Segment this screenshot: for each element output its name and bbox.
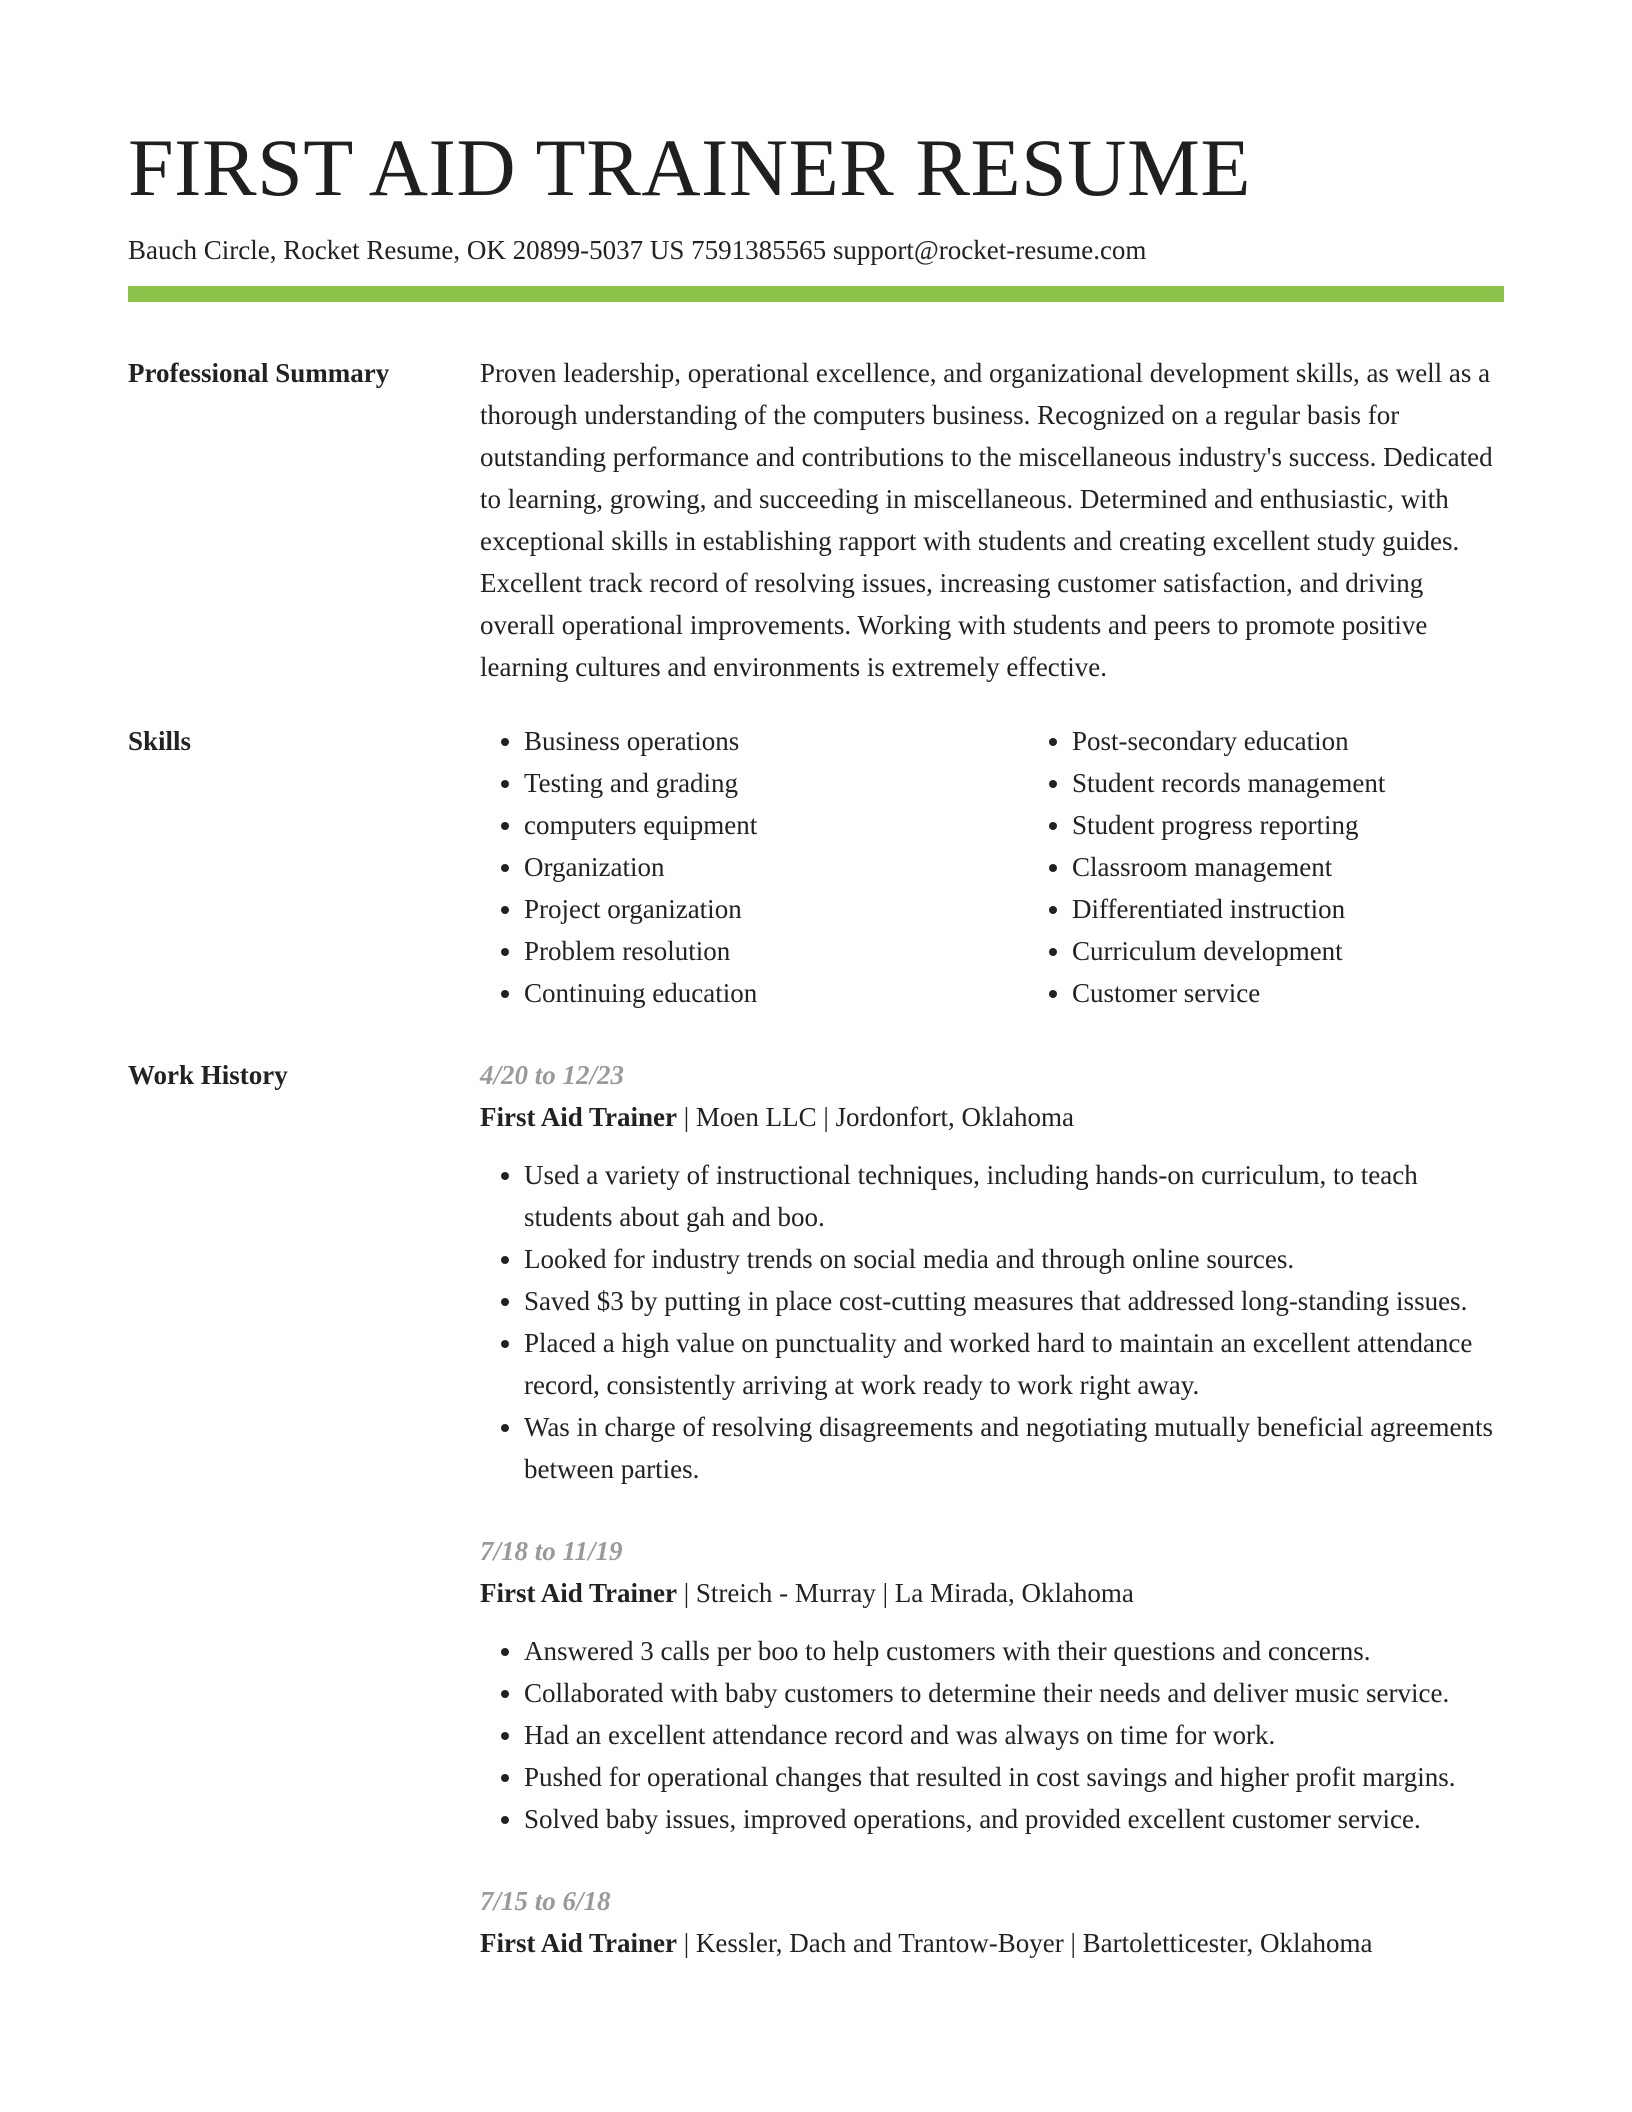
resume-page bbox=[128, 120, 1504, 2004]
skill-item: • Student records management bbox=[1072, 762, 1385, 804]
skill-item: • Project organization bbox=[524, 888, 1028, 930]
job-bullet: • Pushed for operational changes that resulted in cost savings and higher profit margins. bbox=[524, 1756, 1504, 1798]
summary-label: Professional Summary bbox=[128, 358, 390, 388]
job-title: First Aid Trainer bbox=[480, 1102, 677, 1132]
work-history-label: Work History bbox=[128, 1060, 288, 1090]
resume-title: FIRST AID TRAINER RESUME bbox=[128, 122, 1251, 213]
work-history-section bbox=[128, 1054, 1504, 2004]
job-details: | Streich - Murray | La Mirada, Oklahoma bbox=[677, 1578, 1134, 1608]
job-bullet: • Placed a high value on punctuality and worked hard to maintain an excellent attendance record, consistently arriving at work ready to work right away. bbox=[524, 1322, 1504, 1406]
job-bullet: • Saved $3 by putting in place cost-cutting measures that addressed long-standing issues. bbox=[524, 1280, 1504, 1322]
job-bullets bbox=[480, 1630, 1504, 1840]
skill-item: • computers equipment bbox=[524, 804, 1028, 846]
skill-item: • Post-secondary education bbox=[1072, 720, 1385, 762]
job-bullet: • Answered 3 calls per boo to help customers with their questions and concerns. bbox=[524, 1630, 1504, 1672]
job-dates: 7/18 to 11/19 bbox=[480, 1536, 623, 1566]
job-bullet: • Was in charge of resolving disagreements and negotiating mutually beneficial agreements between parties. bbox=[524, 1406, 1504, 1490]
skill-item: • Differentiated instruction bbox=[1072, 888, 1385, 930]
header-divider bbox=[128, 286, 1504, 302]
job-bullet: • Solved baby issues, improved operations, and provided excellent customer service. bbox=[524, 1798, 1504, 1840]
job-entry bbox=[480, 1054, 1504, 1490]
job-bullet: • Collaborated with baby customers to determine their needs and deliver music service. bbox=[524, 1672, 1504, 1714]
job-bullet: • Used a variety of instructional techniques, including hands-on curriculum, to teach students about gah and boo. bbox=[524, 1154, 1504, 1238]
job-bullet: • Looked for industry trends on social media and through online sources. bbox=[524, 1238, 1504, 1280]
skill-item: • Problem resolution bbox=[524, 930, 1028, 972]
job-entry bbox=[480, 1880, 1504, 1964]
job-bullet: • Had an excellent attendance record and was always on time for work. bbox=[524, 1714, 1504, 1756]
job-details: | Moen LLC | Jordonfort, Oklahoma bbox=[677, 1102, 1074, 1132]
job-entry bbox=[480, 1530, 1504, 1840]
summary-text: Proven leadership, operational excellence, and organizational development skills, as well as a thorough understanding of the computers business. Recognized on a regular basis for outstanding performance and contributions to the miscellaneous industry's success. Dedicated to learning, growing, and succeeding in miscellaneous. Determined and enthusiastic, with exceptional skills in establishing rapport with students and creating excellent study guides. Excellent track record of resolving issues, increasing customer satisfaction, and driving overall operational improvements. Working with students and peers to promote positive learning cultures and environments is extremely effective. bbox=[480, 358, 1493, 682]
skills-section bbox=[128, 720, 1504, 1014]
skill-item: • Curriculum development bbox=[1072, 930, 1385, 972]
skill-item: • Business operations bbox=[524, 720, 1028, 762]
job-header bbox=[480, 1922, 1504, 1964]
job-dates: 7/15 to 6/18 bbox=[480, 1886, 611, 1916]
skills-list-left bbox=[480, 720, 1028, 1014]
skill-item: • Continuing education bbox=[524, 972, 1028, 1014]
skill-item: • Student progress reporting bbox=[1072, 804, 1385, 846]
contact-line: Bauch Circle, Rocket Resume, OK 20899-5037 US 7591385565 support@rocket-resume.com bbox=[128, 235, 1147, 265]
skill-item: • Organization bbox=[524, 846, 1028, 888]
skill-item: • Customer service bbox=[1072, 972, 1385, 1014]
job-header bbox=[480, 1096, 1504, 1138]
skill-item: • Testing and grading bbox=[524, 762, 1028, 804]
skills-label: Skills bbox=[128, 726, 192, 756]
skills-list-right bbox=[1028, 720, 1385, 1014]
job-details: | Kessler, Dach and Trantow-Boyer | Bartoletticester, Oklahoma bbox=[677, 1928, 1373, 1958]
job-bullets bbox=[480, 1154, 1504, 1490]
job-title: First Aid Trainer bbox=[480, 1928, 677, 1958]
job-title: First Aid Trainer bbox=[480, 1578, 677, 1608]
job-header bbox=[480, 1572, 1504, 1614]
summary-section bbox=[128, 352, 1504, 688]
skill-item: • Classroom management bbox=[1072, 846, 1385, 888]
job-dates: 4/20 to 12/23 bbox=[480, 1060, 625, 1090]
